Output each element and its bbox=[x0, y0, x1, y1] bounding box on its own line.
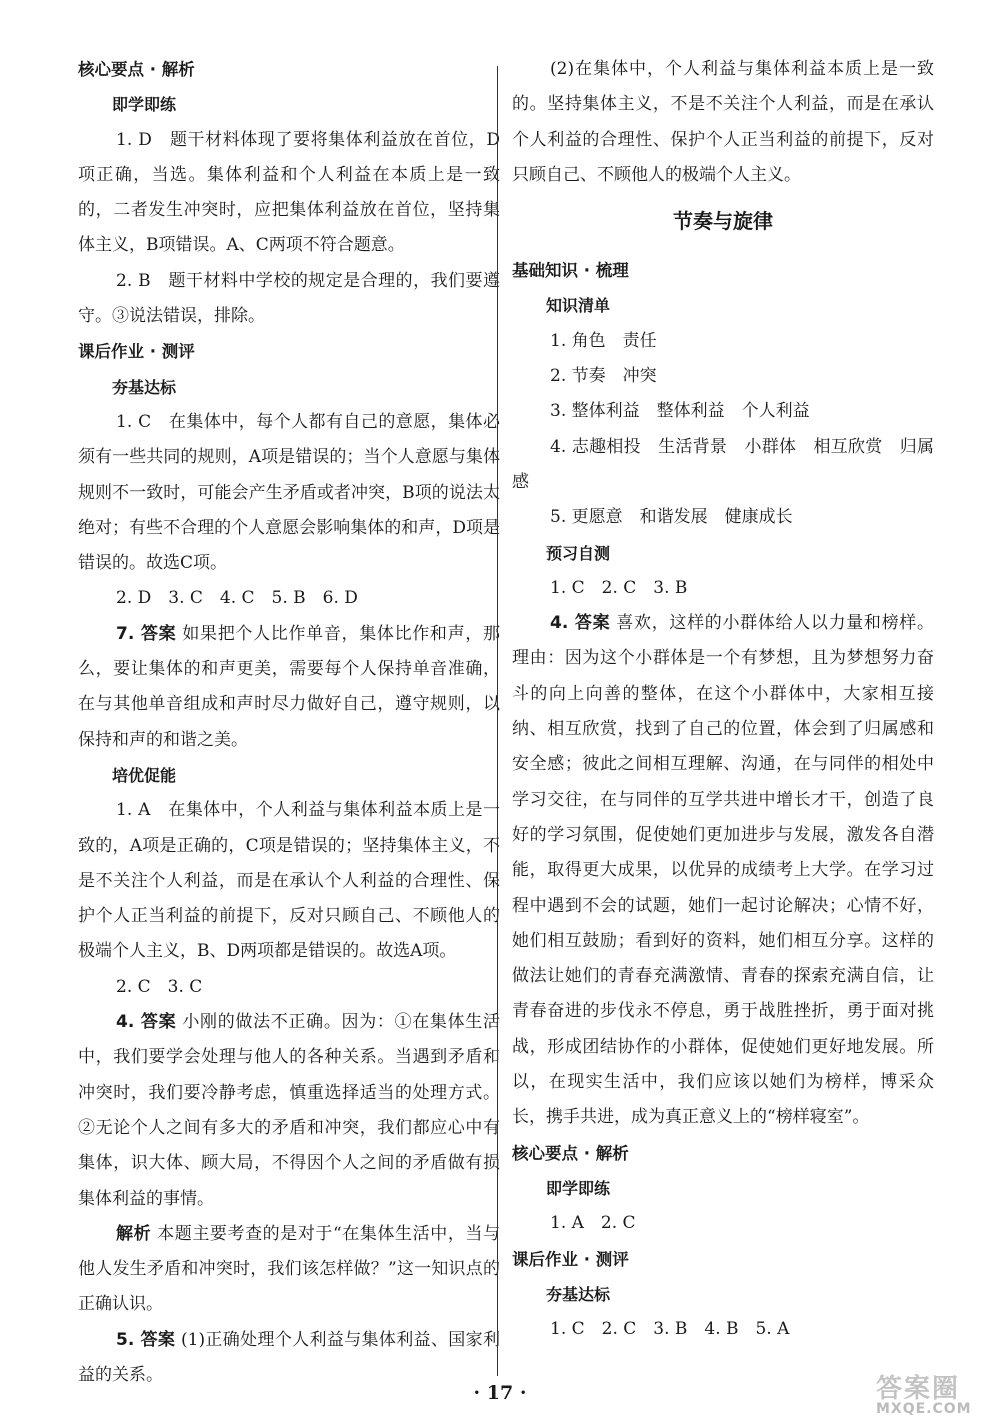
answer-paragraph bbox=[512, 394, 934, 429]
answer-paragraph bbox=[512, 1312, 934, 1347]
paragraph-text: 5. 更愿意 和谐发展 健康成长 bbox=[550, 507, 793, 528]
answer-label: 5. 答案 bbox=[116, 1329, 176, 1350]
paragraph-text: 小刚的做法不正确。因为：①在集体生活中，我们要学会处理与他人的各种关系。当遇到矛盾和冲突时，我们要冷静考虑，慎重选择适当的处理方式。②无论个人之间有多大的矛盾和冲突，我们都应心中有集体，识大体、顾大局，不得因个人之间的矛盾做有损集体利益的事情。 bbox=[78, 1012, 500, 1209]
paragraph-text: 课后作业 · 测评 bbox=[512, 1249, 629, 1269]
section-heading bbox=[512, 253, 934, 288]
answer-paragraph bbox=[512, 500, 934, 535]
paragraph-text: 基础知识 · 梳理 bbox=[512, 261, 629, 281]
answer-label: 7. 答案 bbox=[116, 623, 177, 644]
subsection-heading bbox=[512, 1171, 934, 1206]
paragraph-text: 本题主要考查的是对于“在集体生活中，当与他人发生矛盾和冲突时，我们该怎样做？”这一知识点的正确认识。 bbox=[78, 1223, 500, 1315]
paragraph-text: 即学即练 bbox=[546, 1178, 611, 1198]
watermark-logo bbox=[876, 1368, 976, 1422]
paragraph-text: 知识清单 bbox=[546, 296, 611, 316]
paragraph-text: 夯基达标 bbox=[112, 377, 177, 397]
paragraph-text: 1. C 2. C 3. B 4. B 5. A bbox=[550, 1319, 790, 1340]
paragraph-text: (1)正确处理个人利益与集体利益、国家利益的关系。 bbox=[78, 1329, 500, 1385]
answer-label: 4. 答案 bbox=[116, 1012, 177, 1033]
watermark-bottom: MXQE.COM bbox=[876, 1401, 972, 1417]
answer-label: 4. 答案 bbox=[550, 613, 611, 634]
paragraph-text: (2)在集体中，个人利益与集体利益本质上是一致的。坚持集体主义，不是不关注个人利益，而是在承认个人利益的合理性、保护个人正当利益的前提下，反对只顾自己、不顾他人的极端个人主义。 bbox=[512, 59, 934, 185]
paragraph-text: 预习自测 bbox=[546, 543, 611, 563]
subsection-heading bbox=[78, 370, 500, 405]
paragraph-text: 节奏与旋律 bbox=[673, 209, 773, 234]
page-number: · 17 · bbox=[473, 1382, 527, 1404]
paragraph-text: 2. 节奏 冲突 bbox=[550, 366, 657, 387]
paragraph-text: 3. 整体利益 整体利益 个人利益 bbox=[550, 401, 810, 422]
paragraph-text: 1. C 2. C 3. B bbox=[550, 577, 688, 598]
answer-paragraph bbox=[78, 264, 500, 335]
right-column bbox=[512, 52, 934, 1347]
paragraph-text: 4. 志趣相投 生活背景 小群体 相互欣赏 归属感 bbox=[512, 436, 934, 492]
paragraph-text: 核心要点 · 解析 bbox=[78, 60, 195, 79]
paragraph-text: 即学即练 bbox=[112, 95, 177, 115]
subsection-heading bbox=[78, 758, 500, 793]
paragraph-text: 核心要点 · 解析 bbox=[512, 1143, 629, 1163]
paragraph-text: 2. B 题干材料中学校的规定是合理的，我们要遵守。③说法错误，排除。 bbox=[78, 270, 500, 327]
lesson-title bbox=[512, 193, 934, 249]
paragraph-text: 培优促能 bbox=[112, 765, 177, 785]
section-heading bbox=[512, 1242, 934, 1277]
answer-paragraph bbox=[512, 430, 934, 501]
paragraph-text: 1. C 在集体中，每个人都有自己的意愿，集体必须有一些共同的规则，A项是错误的；当个人意愿与集体规则不一致时，可能会产生矛盾或者冲突，B项的说法太绝对；有些不合理的个人意愿会影响集体的和声，D项是错误的。故选C项。 bbox=[78, 411, 500, 574]
answer-paragraph bbox=[78, 1217, 500, 1323]
section-heading bbox=[78, 52, 500, 87]
paragraph-text: 1. D 题干材料体现了要将集体利益放在首位，D项正确，当选。集体利益和个人利益在本质上是一致的，二者发生冲突时，应把集体利益放在首位，坚持集体主义，B项错误。A、C两项不符合题意。 bbox=[78, 129, 500, 256]
subsection-heading bbox=[78, 87, 500, 122]
paragraph-text: 2. D 3. C 4. C 5. B 6. D bbox=[116, 588, 358, 609]
paragraph-text: 如果把个人比作单音，集体比作和声，那么，要让集体的和声更美，需要每个人保持单音准确，在与其他单音组成和声时尽力做好自己，遵守规则，以保持和声的和谐之美。 bbox=[78, 623, 500, 750]
paragraph-text: 2. C 3. C bbox=[116, 976, 203, 997]
subsection-heading bbox=[512, 536, 934, 571]
subsection-heading bbox=[512, 1277, 934, 1312]
answer-paragraph bbox=[78, 581, 500, 616]
watermark-top: 答案圈 bbox=[876, 1374, 961, 1404]
left-column bbox=[78, 52, 500, 1393]
paragraph-text: 1. A 在集体中，个人利益与集体利益本质上是一致的，A项是正确的，C项是错误的；坚持集体主义，不是不关注个人利益，而是在承认个人利益的合理性、保护个人正当利益的前提下，反对只顾自己、不顾他人的极端个人主义，B、D两项都是错误的。故选A项。 bbox=[78, 800, 500, 962]
answer-paragraph bbox=[78, 1005, 500, 1217]
answer-paragraph bbox=[78, 970, 500, 1005]
answer-paragraph bbox=[78, 617, 500, 758]
section-heading bbox=[78, 334, 500, 369]
answer-paragraph bbox=[78, 123, 500, 264]
answer-paragraph bbox=[512, 324, 934, 359]
paragraph-text: 1. A 2. C bbox=[550, 1213, 636, 1234]
answer-paragraph bbox=[512, 359, 934, 394]
answer-paragraph bbox=[512, 571, 934, 606]
paragraph-text: 课后作业 · 测评 bbox=[78, 342, 195, 362]
answer-paragraph bbox=[512, 606, 934, 1135]
paragraph-text: 喜欢，这样的小群体给人以力量和榜样。理由：因为这个小群体是一个有梦想，且为梦想努力奋斗的向上向善的整体，在这个小群体中，大家相互接纳、相互欣赏，找到了自己的位置，体会到了归属感和安全感；彼此之间相互理解、沟通，在与同伴的相处中学习交往，在与同伴的互学共进中增长才干，创造了良好的学习氛围，促使她们更加进步与发展，激发各自潜能，取得更大成果，以优异的成绩考上大学。在学习过程中遇到不会的试题，她们一起讨论解决；心情不好，她们相互鼓励；看到好的资料，她们相互分享。这样的做法让她们的青春充满激情、青春的探索充满自信，让青春奋进的步伐永不停息，勇于战胜挫折，勇于面对挑战，形成团结协作的小群体，促使她们更好地发展。所以，在现实生活中，我们应该以她们为榜样，博采众长，携手共进，成为真正意义上的“榜样寝室”。 bbox=[512, 613, 934, 1128]
answer-paragraph bbox=[512, 52, 934, 193]
answer-paragraph bbox=[512, 1206, 934, 1241]
paragraph-text: 夯基达标 bbox=[546, 1284, 611, 1304]
subsection-heading bbox=[512, 288, 934, 323]
column-divider bbox=[497, 66, 498, 1376]
answer-paragraph bbox=[78, 405, 500, 581]
answer-paragraph bbox=[78, 793, 500, 969]
paragraph-text: 1. 角色 责任 bbox=[550, 330, 657, 351]
answer-label: 解析 bbox=[116, 1223, 152, 1244]
section-heading bbox=[512, 1136, 934, 1171]
